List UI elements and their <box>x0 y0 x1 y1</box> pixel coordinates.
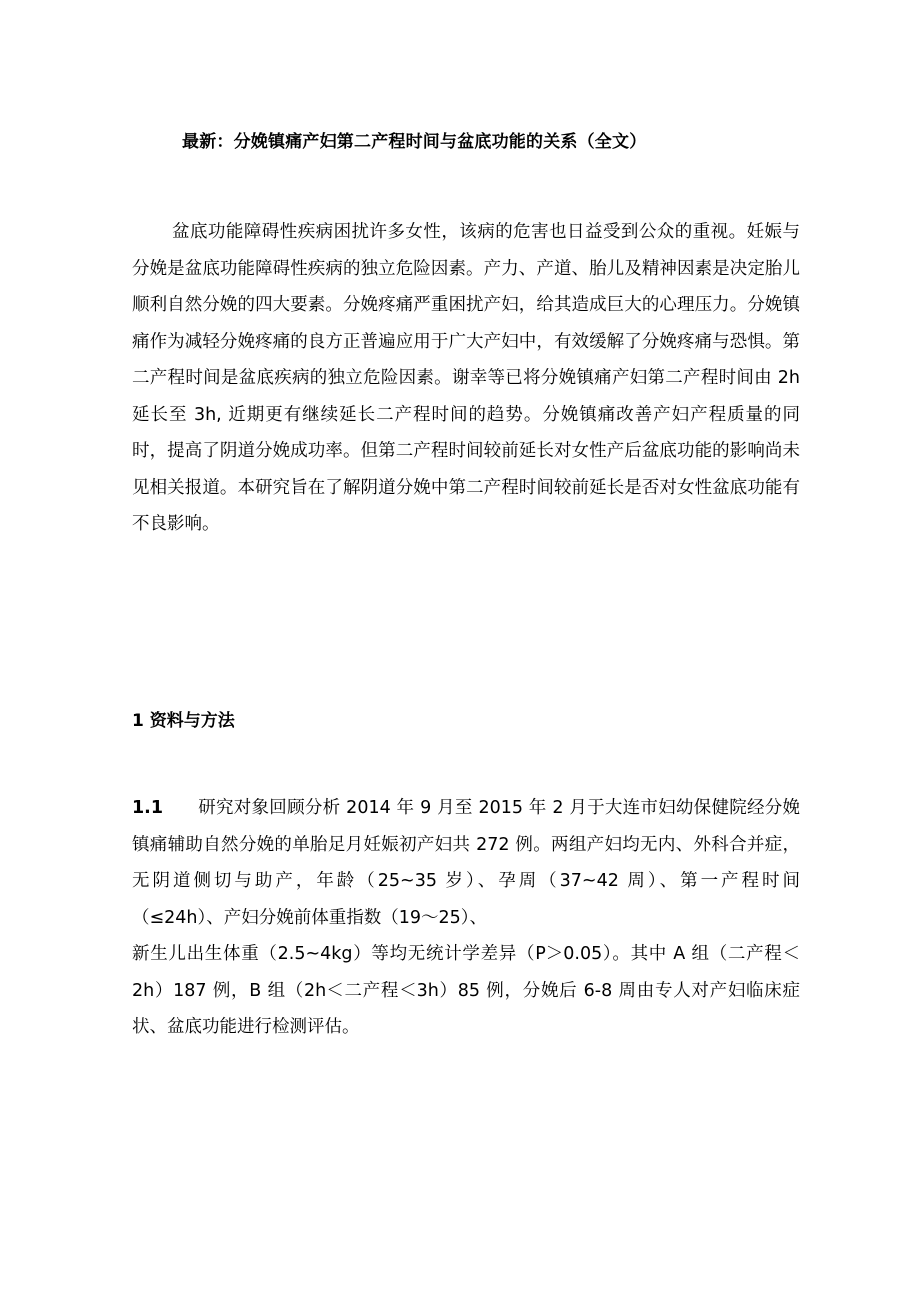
subsection-text-part2: 新生儿出生体重（2.5~4kg）等均无统计学差异（P＞0.05）。其中 A 组（二产程＜2h）187 例，B 组（2h＜二产程＜3h）85 例，分娩后 6-8 周由专人对产妇临床症状、盆底功能进行检测评估。 <box>132 944 800 1037</box>
subsection-text-part1: 研究对象回顾分析 2014 年 9 月至 2015 年 2 月于大连市妇幼保健院经分娩镇痛辅助自然分娩的单胎足月妊娠初产妇共 272 例。两组产妇均无内、外科合并症， 无阴道侧切与助产，年龄（25~35 岁）、孕周（37~42 周）、第一产程时间（≤24h）、产妇分娩前体重指数（19～25）、 <box>132 798 800 928</box>
subsection-number: 1.1 <box>132 798 164 818</box>
intro-paragraph: 盆底功能障碍性疾病困扰许多女性，该病的危害也日益受到公众的重视。妊娠与分娩是盆底功能障碍性疾病的独立危险因素。产力、产道、胎儿及精神因素是决定胎儿顺利自然分娩的四大要素。分娩疼痛严重困扰产妇，给其造成巨大的心理压力。分娩镇痛作为减轻分娩疼痛的良方正普遍应用于广大产妇中，有效缓解了分娩疼痛与恐惧。第二产程时间是盆底疾病的独立危险因素。谢幸等已将分娩镇痛产妇第二产程时间由 2h 延长至 3h, 近期更有继续延长二产程时间的趋势。分娩镇痛改善产妇产程质量的同时，提高了阴道分娩成功率。但第二产程时间较前延长对女性产后盆底功能的影响尚未见相关报道。本研究旨在了解阴道分娩中第二产程时间较前延长是否对女性盆底功能有不良影响。 <box>132 222 800 534</box>
section-heading: 1 资料与方法 <box>132 711 235 731</box>
subsection-paragraph <box>132 790 800 1046</box>
document-title: 最新：分娩镇痛产妇第二产程时间与盆底功能的关系（全文） <box>182 132 647 152</box>
